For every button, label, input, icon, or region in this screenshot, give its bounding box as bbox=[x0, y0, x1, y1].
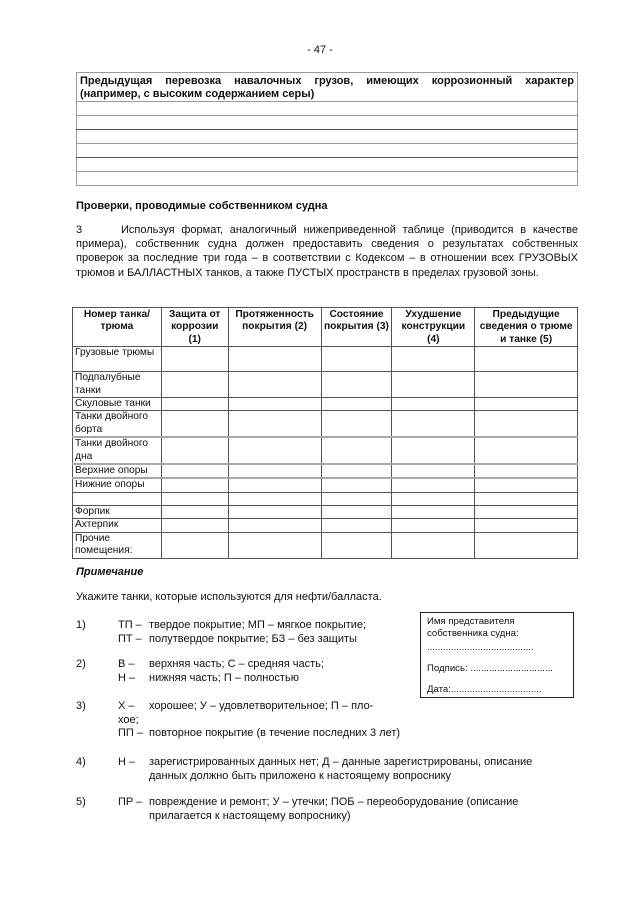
table-cell[interactable] bbox=[228, 505, 321, 518]
row-label: Ахтерпик bbox=[73, 519, 162, 532]
previous-cargo-table bbox=[76, 72, 578, 186]
table-cell[interactable] bbox=[161, 372, 228, 398]
owner-representative-label: Имя представителя собственника судна: bbox=[427, 616, 519, 639]
table-row bbox=[73, 519, 578, 532]
row-label: Танки двойного дна bbox=[73, 437, 162, 464]
table-cell[interactable] bbox=[392, 519, 475, 532]
table-cell[interactable] bbox=[321, 372, 392, 398]
note-text: твердое покрытие; МП – мягкое покрытие; bbox=[149, 619, 367, 631]
row-label: Скуловые танки bbox=[73, 398, 162, 411]
table-cell[interactable] bbox=[475, 505, 578, 518]
table-cell[interactable] bbox=[475, 464, 578, 478]
table-cell[interactable] bbox=[321, 492, 392, 505]
table-row bbox=[73, 411, 578, 437]
paragraph-3 bbox=[76, 223, 578, 280]
previous-cargo-entry-row[interactable] bbox=[77, 116, 578, 130]
table-cell[interactable] bbox=[392, 347, 475, 372]
table-cell[interactable] bbox=[392, 437, 475, 464]
table-cell[interactable] bbox=[475, 411, 578, 437]
table-cell[interactable] bbox=[392, 411, 475, 437]
table-cell[interactable] bbox=[228, 492, 321, 505]
column-header-coating-extent: Протяженность покрытия (2) bbox=[228, 308, 321, 347]
column-header-coating-condition: Состояние покрытия (3) bbox=[321, 308, 392, 347]
table-cell[interactable] bbox=[475, 347, 578, 372]
table-cell[interactable] bbox=[321, 464, 392, 478]
table-cell[interactable] bbox=[321, 437, 392, 464]
note-text: данных должно быть приложено к настоящему вопроснику bbox=[149, 769, 452, 782]
table-row bbox=[73, 347, 578, 372]
previous-cargo-entry-row[interactable] bbox=[77, 102, 578, 116]
table-cell[interactable] bbox=[392, 372, 475, 398]
previous-cargo-header: Предыдущая перевозка навалочных грузов, имеющих коррозионный характер (например, с высоким содержанием серы) bbox=[80, 75, 574, 100]
row-label: Танки двойного борта bbox=[73, 411, 162, 437]
table-cell[interactable] bbox=[228, 347, 321, 372]
signature-field[interactable]: ............................... bbox=[470, 663, 553, 674]
section-heading: Проверки, проводимые собственником судна bbox=[76, 200, 328, 212]
table-cell[interactable] bbox=[475, 437, 578, 464]
table-cell[interactable] bbox=[392, 464, 475, 478]
note-number: 4) bbox=[76, 756, 86, 768]
note-heading: Примечание bbox=[76, 566, 144, 578]
column-header-corrosion-protection: Защита от коррозии (1) bbox=[161, 308, 228, 347]
note-code: Н – bbox=[118, 671, 136, 684]
table-cell[interactable] bbox=[161, 437, 228, 464]
table-cell[interactable] bbox=[161, 505, 228, 518]
table-cell[interactable] bbox=[392, 492, 475, 505]
note-number: 5) bbox=[76, 796, 86, 808]
signature-box bbox=[420, 612, 574, 698]
table-row bbox=[73, 478, 578, 492]
note-code: ТП – bbox=[118, 619, 142, 631]
note-code: В – bbox=[118, 658, 135, 670]
row-label: Подпалубные танки bbox=[73, 372, 162, 398]
note-text: повторное покрытие (в течение последних 3 лет) bbox=[149, 727, 401, 739]
table-row bbox=[73, 372, 578, 398]
table-cell[interactable] bbox=[392, 478, 475, 492]
page-number: - 47 - bbox=[307, 44, 333, 56]
table-cell[interactable] bbox=[161, 492, 228, 505]
note-number: 2) bbox=[76, 658, 86, 670]
column-header-previous-info: Предыдущие сведения о трюме и танке (5) bbox=[475, 308, 578, 347]
table-cell[interactable] bbox=[321, 519, 392, 532]
table-cell[interactable] bbox=[321, 398, 392, 411]
previous-cargo-entry-row[interactable] bbox=[77, 158, 578, 172]
row-label: Нижние опоры bbox=[73, 478, 162, 492]
note-text: прилагается к настоящему вопроснику) bbox=[149, 809, 351, 822]
note-text: нижняя часть; П – полностью bbox=[149, 671, 299, 684]
table-cell[interactable] bbox=[161, 398, 228, 411]
table-row bbox=[73, 437, 578, 464]
previous-cargo-entry-row[interactable] bbox=[77, 172, 578, 186]
table-cell[interactable] bbox=[228, 519, 321, 532]
note-text: повреждение и ремонт; У – утечки; ПОБ – переоборудование (описание bbox=[149, 796, 519, 808]
table-cell[interactable] bbox=[161, 411, 228, 437]
note-text: полутвердое покрытие; БЗ – без защиты bbox=[149, 632, 357, 645]
paragraph-text: Используя формат, аналогичный нижеприведенной таблице (приводится в качестве примера), собственник судна должен предоставить сведения о результатах собственных проверок за последние три года – в соответствии с Кодексом – в отношении всех ГРУЗОВЫХ трюмов и БАЛЛАСТНЫХ танков, а также ПУСТЫХ пространств в пределах грузовой зоны. bbox=[76, 224, 578, 279]
table-cell[interactable] bbox=[392, 505, 475, 518]
note-number: 1) bbox=[76, 619, 86, 631]
table-cell[interactable] bbox=[321, 478, 392, 492]
table-row bbox=[73, 398, 578, 411]
table-cell[interactable] bbox=[228, 437, 321, 464]
table-cell[interactable] bbox=[475, 519, 578, 532]
table-cell[interactable] bbox=[161, 464, 228, 478]
owner-representative-field[interactable]: ........................................ bbox=[427, 642, 534, 653]
note-intro: Укажите танки, которые используются для нефти/балласта. bbox=[76, 591, 382, 603]
table-cell[interactable] bbox=[475, 372, 578, 398]
note-text: хое; bbox=[118, 713, 139, 726]
table-row bbox=[73, 492, 578, 505]
table-cell[interactable] bbox=[321, 505, 392, 518]
table-cell[interactable] bbox=[321, 411, 392, 437]
note-code: ПП – bbox=[118, 727, 143, 739]
date-label: Дата: bbox=[427, 684, 451, 695]
row-label: Прочие помещения: bbox=[73, 532, 162, 558]
column-header-structural-deterioration: Ухудшение конструкции (4) bbox=[392, 308, 475, 347]
note-text: хорошее; У – удовлетворительное; П – пло- bbox=[149, 700, 374, 712]
table-cell[interactable] bbox=[228, 398, 321, 411]
note-text: верхняя часть; С – средняя часть; bbox=[149, 658, 324, 670]
table-cell[interactable] bbox=[475, 492, 578, 505]
table-cell[interactable] bbox=[161, 519, 228, 532]
table-row bbox=[73, 505, 578, 518]
row-label bbox=[73, 492, 162, 505]
table-row bbox=[73, 532, 578, 558]
table-cell[interactable] bbox=[321, 347, 392, 372]
signature-label: Подпись: bbox=[427, 663, 468, 674]
table-cell[interactable] bbox=[475, 532, 578, 558]
row-label: Форпик bbox=[73, 505, 162, 518]
note-code: Х – bbox=[118, 700, 135, 712]
column-header-tank-number: Номер танка/трюма bbox=[73, 308, 162, 347]
note-code: ПТ – bbox=[118, 632, 142, 645]
note-number: 3) bbox=[76, 700, 86, 712]
table-cell[interactable] bbox=[392, 398, 475, 411]
table-cell[interactable] bbox=[475, 478, 578, 492]
row-label: Грузовые трюмы bbox=[73, 347, 162, 372]
table-cell[interactable] bbox=[161, 478, 228, 492]
table-cell[interactable] bbox=[475, 398, 578, 411]
note-code: Н – bbox=[118, 756, 136, 768]
row-label: Верхние опоры bbox=[73, 464, 162, 478]
note-code: ПР – bbox=[118, 796, 143, 808]
table-cell[interactable] bbox=[228, 372, 321, 398]
table-cell[interactable] bbox=[228, 411, 321, 437]
previous-cargo-entry-row[interactable] bbox=[77, 144, 578, 158]
paragraph-number: 3 bbox=[76, 224, 83, 236]
table-cell[interactable] bbox=[228, 478, 321, 492]
table-cell[interactable] bbox=[161, 347, 228, 372]
table-cell[interactable] bbox=[321, 532, 392, 558]
table-cell[interactable] bbox=[392, 532, 475, 558]
table-cell[interactable] bbox=[228, 532, 321, 558]
table-row bbox=[73, 464, 578, 478]
inspection-table bbox=[72, 307, 578, 559]
note-text: зарегистрированных данных нет; Д – данные зарегистрированы, описание bbox=[149, 756, 533, 768]
date-field[interactable]: .................................. bbox=[450, 684, 542, 695]
table-cell[interactable] bbox=[161, 532, 228, 558]
table-cell[interactable] bbox=[228, 464, 321, 478]
previous-cargo-entry-row[interactable] bbox=[77, 130, 578, 144]
